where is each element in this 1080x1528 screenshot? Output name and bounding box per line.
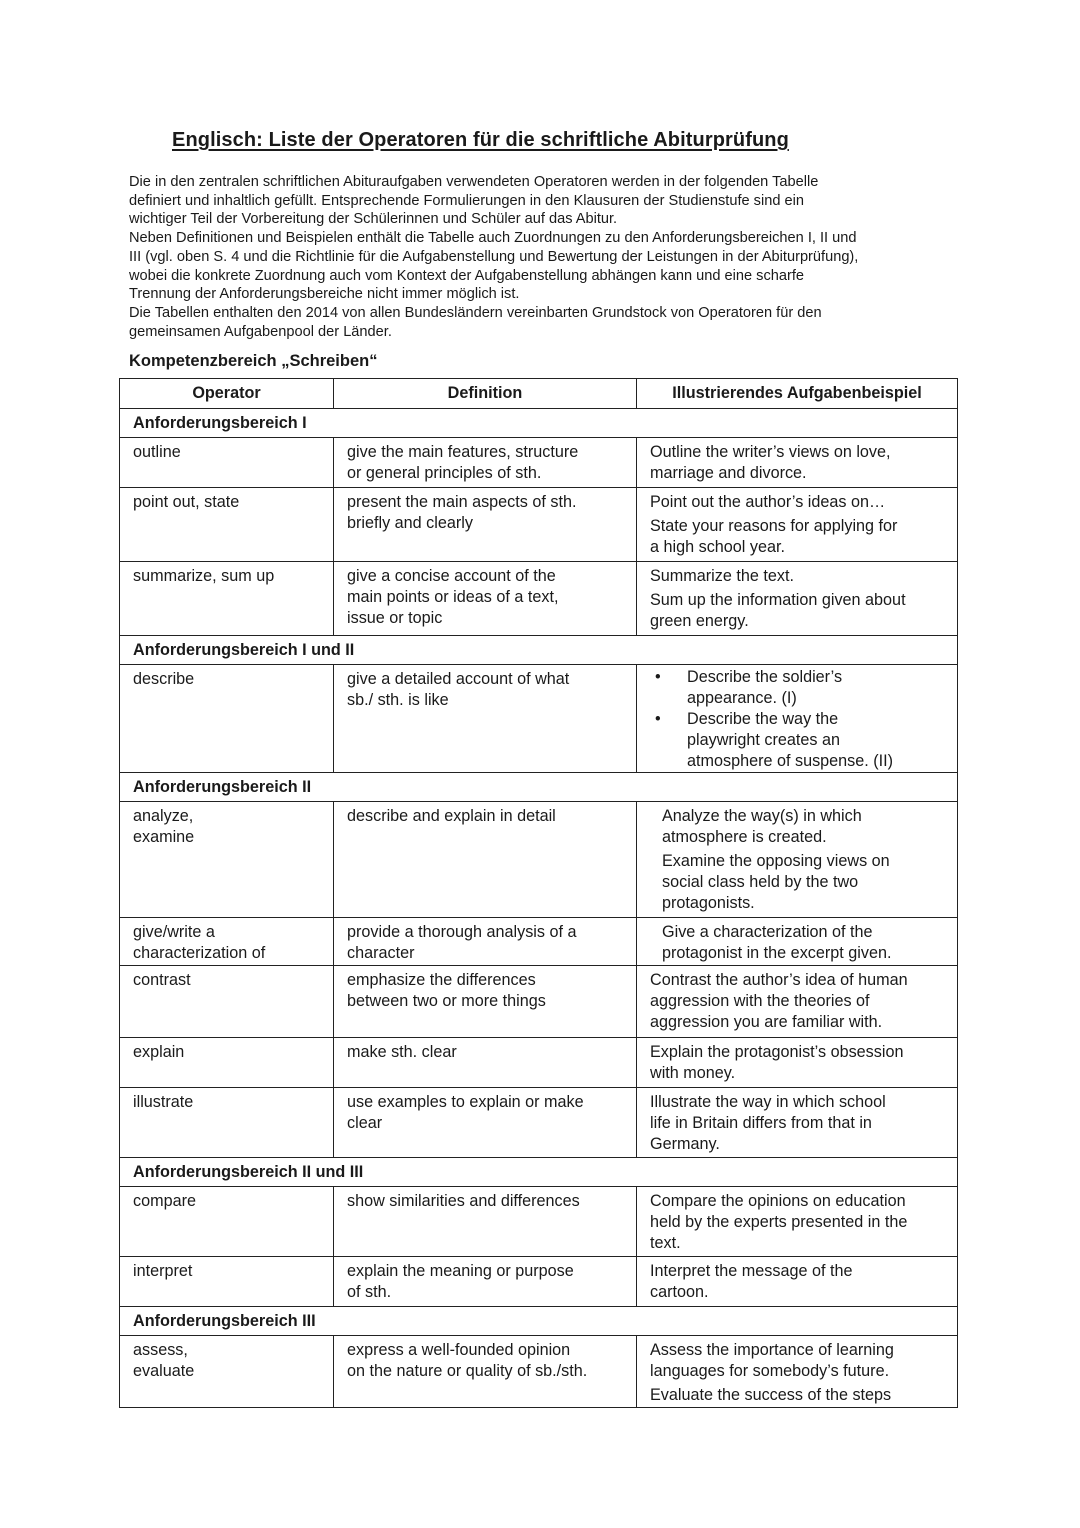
definition-cell	[334, 1187, 637, 1257]
example-item	[650, 442, 945, 484]
operator-cell	[120, 438, 334, 488]
operator-line: describe	[133, 670, 195, 688]
example-line: marriage and divorce.	[650, 464, 807, 482]
definition-line: on the nature or quality of sb./sth.	[347, 1362, 588, 1380]
example-line: • Describe the way the	[687, 710, 839, 728]
example-line: protagonist in the excerpt given.	[662, 944, 892, 962]
definition-line: emphasize the differences	[347, 971, 536, 989]
header-definition: Definition	[334, 379, 637, 409]
example-line: State your reasons for applying for	[650, 517, 898, 535]
example-line: text.	[650, 1234, 681, 1252]
definition-line: of sth.	[347, 1283, 392, 1301]
intro-line: wichtiger Teil der Vorbereitung der Schülerinnen und Schüler auf das Abitur.	[129, 211, 618, 228]
example-line: with money.	[650, 1064, 736, 1082]
example-line: social class held by the two	[662, 873, 859, 891]
example-item	[650, 1261, 945, 1303]
section-row	[120, 1158, 958, 1187]
example-bullet-item	[650, 667, 945, 709]
table-row	[120, 562, 958, 636]
definition-cell	[334, 438, 637, 488]
operator-line: point out, state	[133, 493, 240, 511]
definition-line: sb./ sth. is like	[347, 691, 449, 709]
section-label: Anforderungsbereich II und III	[120, 1158, 958, 1187]
example-line: Outline the writer’s views on love,	[650, 443, 891, 461]
definition-line: give a concise account of the	[347, 567, 556, 585]
example-line: Contrast the author’s idea of human	[650, 971, 908, 989]
example-item	[662, 851, 945, 914]
definition-line: give the main features, structure	[347, 443, 579, 461]
operator-cell	[120, 562, 334, 636]
definition-cell	[334, 966, 637, 1038]
intro-line: Trennung der Anforderungsbereiche nicht immer möglich ist.	[129, 286, 520, 303]
table-row	[120, 1187, 958, 1257]
example-cell	[637, 918, 958, 966]
header-operator: Operator	[120, 379, 334, 409]
example-line: Analyze the way(s) in which	[662, 807, 862, 825]
table-row	[120, 1088, 958, 1158]
example-item	[650, 1042, 945, 1084]
table-row	[120, 1038, 958, 1088]
table-row	[120, 1336, 958, 1408]
definition-cell	[334, 918, 637, 966]
example-line: aggression you are familiar with.	[650, 1013, 883, 1031]
table-header-row	[120, 379, 958, 409]
definition-line: give a detailed account of what	[347, 670, 570, 688]
section-label: Anforderungsbereich II	[120, 773, 958, 802]
definition-line: clear	[347, 1114, 383, 1132]
example-line: green energy.	[650, 612, 749, 630]
example-cell	[637, 438, 958, 488]
definition-line: briefly and clearly	[347, 514, 473, 532]
definition-cell	[334, 802, 637, 918]
example-line: atmosphere of suspense. (II)	[687, 752, 894, 770]
definition-line: character	[347, 944, 415, 962]
example-line: held by the experts presented in the	[650, 1213, 908, 1231]
example-cell	[637, 1257, 958, 1307]
example-item	[650, 516, 945, 558]
example-line: Sum up the information given about	[650, 591, 906, 609]
definition-line: express a well-founded opinion	[347, 1341, 571, 1359]
intro-line: Die Tabellen enthalten den 2014 von allen Bundesländern vereinbarten Grundstock von Operatoren für den	[129, 304, 822, 321]
definition-line: explain the meaning or purpose	[347, 1262, 574, 1280]
operator-cell	[120, 488, 334, 562]
definition-line: or general principles of sth.	[347, 464, 542, 482]
table-row	[120, 802, 958, 918]
definition-cell	[334, 562, 637, 636]
example-cell	[637, 1187, 958, 1257]
example-item	[650, 492, 945, 513]
definition-cell	[334, 665, 637, 773]
example-line: Examine the opposing views on	[662, 852, 890, 870]
example-item	[650, 1092, 945, 1155]
example-cell	[637, 562, 958, 636]
table-row	[120, 665, 958, 773]
example-cell	[637, 802, 958, 918]
table-row	[120, 438, 958, 488]
section-heading: Kompetenzbereich „Schreiben“	[129, 352, 378, 370]
definition-line: make sth. clear	[347, 1043, 457, 1061]
section-row	[120, 773, 958, 802]
example-item	[650, 1385, 945, 1406]
example-line: Compare the opinions on education	[650, 1192, 906, 1210]
example-line: Illustrate the way in which school	[650, 1093, 886, 1111]
intro-line: Neben Definitionen und Beispielen enthält die Tabelle auch Zuordnungen zu den Anforderungsbereichen I, II und	[129, 230, 857, 247]
example-item	[650, 1340, 945, 1382]
definition-line: use examples to explain or make	[347, 1093, 584, 1111]
definition-line: present the main aspects of sth.	[347, 493, 577, 511]
example-line: playwright creates an	[687, 731, 840, 749]
example-cell	[637, 665, 958, 773]
definition-cell	[334, 1088, 637, 1158]
definition-cell	[334, 1257, 637, 1307]
example-line: appearance. (I)	[687, 689, 797, 707]
example-line: Summarize the text.	[650, 567, 794, 585]
example-cell	[637, 966, 958, 1038]
example-item	[650, 970, 945, 1033]
section-label: Anforderungsbereich III	[120, 1307, 958, 1336]
definition-cell	[334, 1038, 637, 1088]
table-row	[120, 966, 958, 1038]
operator-cell	[120, 802, 334, 918]
operator-line: analyze,	[133, 807, 194, 825]
example-line: Interpret the message of the	[650, 1262, 853, 1280]
example-line: atmosphere is created.	[662, 828, 827, 846]
example-cell	[637, 1038, 958, 1088]
operator-cell	[120, 665, 334, 773]
operator-line: characterization of	[133, 944, 266, 962]
example-line: cartoon.	[650, 1283, 709, 1301]
intro-line: wobei die konkrete Zuordnung auch vom Kontext der Aufgabenstellung abhängen kann und eine scharfe	[129, 267, 805, 284]
operator-line: contrast	[133, 971, 191, 989]
operator-cell	[120, 1336, 334, 1408]
example-line: • Describe the soldier’s	[687, 668, 843, 686]
definition-line: issue or topic	[347, 609, 443, 627]
example-item	[662, 806, 945, 848]
example-bullet-item	[650, 709, 945, 772]
intro-line: gemeinsamen Aufgabenpool der Länder.	[129, 323, 392, 340]
example-line: Point out the author’s ideas on…	[650, 493, 886, 511]
example-line: life in Britain differs from that in	[650, 1114, 872, 1132]
example-cell	[637, 1336, 958, 1408]
header-example: Illustrierendes Aufgabenbeispiel	[637, 379, 958, 409]
table-row	[120, 918, 958, 966]
operator-line: interpret	[133, 1262, 193, 1280]
example-cell	[637, 488, 958, 562]
operator-line: give/write a	[133, 923, 215, 941]
table-row	[120, 488, 958, 562]
operator-cell	[120, 918, 334, 966]
intro-paragraph	[129, 173, 959, 341]
intro-line: Die in den zentralen schriftlichen Abituraufgaben verwendeten Operatoren werden in der folgenden Tabelle	[129, 174, 819, 190]
definition-line: provide a thorough analysis of a	[347, 923, 577, 941]
example-item	[662, 922, 945, 964]
section-label: Anforderungsbereich I	[120, 409, 958, 438]
example-line: aggression with the theories of	[650, 992, 870, 1010]
example-cell	[637, 1088, 958, 1158]
section-row	[120, 636, 958, 665]
section-row	[120, 409, 958, 438]
example-line: a high school year.	[650, 538, 785, 556]
example-line: Give a characterization of the	[662, 923, 873, 941]
operator-cell	[120, 1038, 334, 1088]
operator-cell	[120, 1088, 334, 1158]
operator-cell	[120, 1257, 334, 1307]
section-row	[120, 1307, 958, 1336]
example-line: Germany.	[650, 1135, 720, 1153]
example-item	[650, 590, 945, 632]
definition-line: main points or ideas of a text,	[347, 588, 559, 606]
definition-cell	[334, 1336, 637, 1408]
operators-table	[119, 378, 958, 1408]
table-row	[120, 1257, 958, 1307]
definition-line: between two or more things	[347, 992, 546, 1010]
definition-line: show similarities and differences	[347, 1192, 580, 1210]
example-line: protagonists.	[662, 894, 755, 912]
example-line: Explain the protagonist’s obsession	[650, 1043, 904, 1061]
definition-line: describe and explain in detail	[347, 807, 556, 825]
operator-line: examine	[133, 828, 195, 846]
example-line: Evaluate the success of the steps	[650, 1386, 892, 1404]
operator-line: assess,	[133, 1341, 188, 1359]
example-line: Assess the importance of learning	[650, 1341, 894, 1359]
page-title: Englisch: Liste der Operatoren für die schriftliche Abiturprüfung	[172, 129, 789, 151]
operator-cell	[120, 966, 334, 1038]
operator-cell	[120, 1187, 334, 1257]
section-label: Anforderungsbereich I und II	[120, 636, 958, 665]
operator-line: explain	[133, 1043, 185, 1061]
operator-line: evaluate	[133, 1362, 195, 1380]
intro-line: III (vgl. oben S. 4 und die Richtlinie für die Aufgabenstellung und Bewertung der Leistungen in der Abiturprüfung),	[129, 248, 859, 265]
example-item	[650, 566, 945, 587]
example-bullet-list	[650, 667, 945, 772]
example-line: languages for somebody’s future.	[650, 1362, 890, 1380]
intro-line: definiert und inhaltlich gefüllt. Entsprechende Formulierungen in den Klausuren der Studienstufe sind ein	[129, 192, 804, 209]
operator-line: summarize, sum up	[133, 567, 275, 585]
definition-cell	[334, 488, 637, 562]
operator-line: outline	[133, 443, 181, 461]
operator-line: illustrate	[133, 1093, 194, 1111]
operator-line: compare	[133, 1192, 196, 1210]
example-item	[650, 1191, 945, 1254]
